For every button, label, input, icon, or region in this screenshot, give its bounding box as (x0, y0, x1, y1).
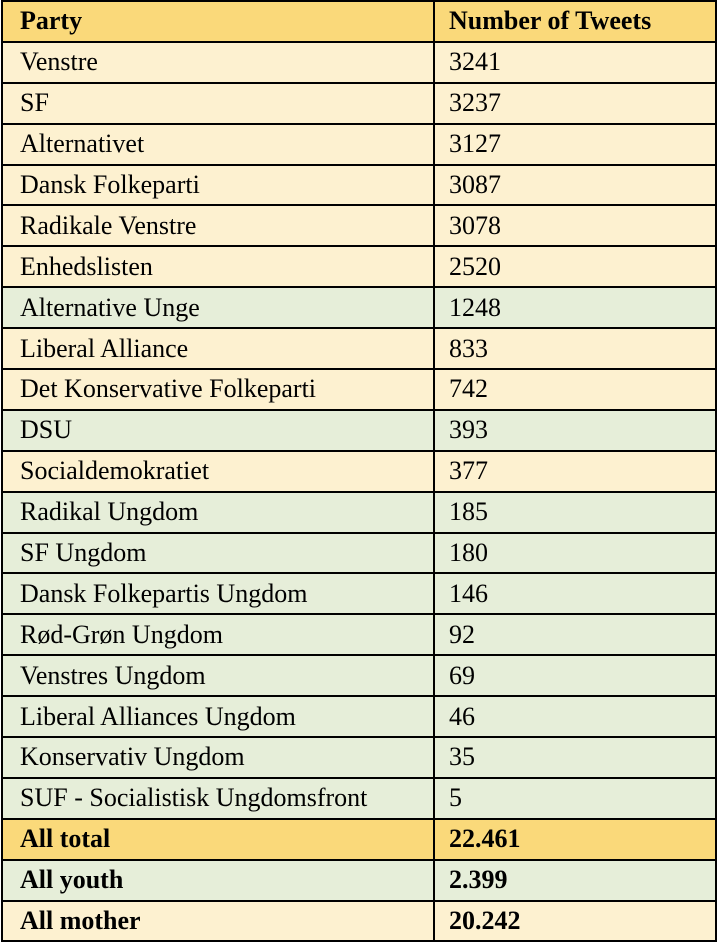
tweet-count-cell: 185 (434, 492, 716, 533)
table-row (2, 696, 716, 737)
party-name-cell: Radikal Ungdom (2, 492, 434, 533)
table-row (2, 287, 716, 328)
tweet-count-cell: 3127 (434, 124, 716, 165)
table-row (2, 778, 716, 819)
tweet-count-cell: 5 (434, 778, 716, 819)
party-name-cell: Venstres Ungdom (2, 655, 434, 696)
column-header-tweets: Number of Tweets (434, 1, 716, 42)
total-label-cell: All total (2, 819, 434, 860)
tweet-count-cell: 2520 (434, 246, 716, 287)
total-row (2, 819, 716, 860)
total-value-cell: 20.242 (434, 901, 716, 942)
total-row (2, 901, 716, 942)
party-name-cell: Dansk Folkeparti (2, 165, 434, 206)
table-row (2, 573, 716, 614)
table-row (2, 410, 716, 451)
total-label-cell: All mother (2, 901, 434, 942)
tweet-count-cell: 833 (434, 328, 716, 369)
party-name-cell: Radikale Venstre (2, 205, 434, 246)
table-row (2, 124, 716, 165)
party-name-cell: SF Ungdom (2, 533, 434, 574)
table-row (2, 614, 716, 655)
table-row (2, 246, 716, 287)
tweet-count-cell: 46 (434, 696, 716, 737)
party-name-cell: Liberal Alliance (2, 328, 434, 369)
tweet-count-cell: 69 (434, 655, 716, 696)
table-row (2, 533, 716, 574)
table-row (2, 83, 716, 124)
party-name-cell: Dansk Folkepartis Ungdom (2, 573, 434, 614)
party-name-cell: Det Konservative Folkeparti (2, 369, 434, 410)
party-name-cell: Alternative Unge (2, 287, 434, 328)
total-label-cell: All youth (2, 860, 434, 901)
tweet-count-cell: 377 (434, 451, 716, 492)
party-name-cell: Konservativ Ungdom (2, 737, 434, 778)
tweet-count-cell: 35 (434, 737, 716, 778)
tweet-count-cell: 180 (434, 533, 716, 574)
tweet-count-cell: 742 (434, 369, 716, 410)
table-row (2, 42, 716, 83)
party-name-cell: SF (2, 83, 434, 124)
table-row (2, 328, 716, 369)
tweet-count-cell: 3087 (434, 165, 716, 206)
table-row (2, 492, 716, 533)
party-name-cell: Enhedslisten (2, 246, 434, 287)
tweet-count-cell: 3241 (434, 42, 716, 83)
total-row (2, 860, 716, 901)
party-tweets-table (1, 0, 717, 942)
table-row (2, 737, 716, 778)
party-name-cell: DSU (2, 410, 434, 451)
header-row (2, 1, 716, 42)
table-row (2, 165, 716, 206)
total-value-cell: 22.461 (434, 819, 716, 860)
party-name-cell: Rød-Grøn Ungdom (2, 614, 434, 655)
tweet-count-cell: 92 (434, 614, 716, 655)
party-name-cell: Alternativet (2, 124, 434, 165)
party-name-cell: SUF - Socialistisk Ungdomsfront (2, 778, 434, 819)
table-row (2, 205, 716, 246)
column-header-party: Party (2, 1, 434, 42)
tweet-count-cell: 3078 (434, 205, 716, 246)
tweet-count-cell: 146 (434, 573, 716, 614)
party-name-cell: Venstre (2, 42, 434, 83)
party-name-cell: Socialdemokratiet (2, 451, 434, 492)
total-value-cell: 2.399 (434, 860, 716, 901)
table-row (2, 655, 716, 696)
tweet-count-cell: 3237 (434, 83, 716, 124)
tweet-count-cell: 393 (434, 410, 716, 451)
party-name-cell: Liberal Alliances Ungdom (2, 696, 434, 737)
tweet-count-cell: 1248 (434, 287, 716, 328)
table-row (2, 369, 716, 410)
table-row (2, 451, 716, 492)
